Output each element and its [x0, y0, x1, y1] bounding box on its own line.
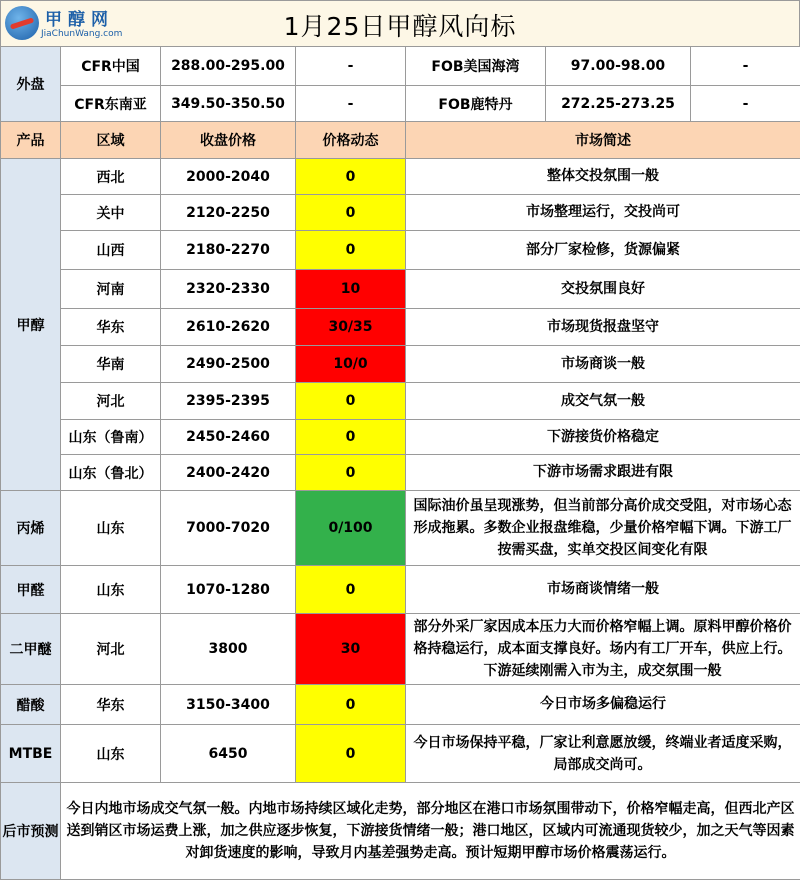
summary-cell: 今日市场保持平稳，厂家让利意愿放缓，终端业者适度采购，局部成交尚可。 — [406, 725, 800, 783]
trend-cell: 0 — [296, 725, 406, 783]
summary-cell: 部分外采厂家因成本压力大而价格窄幅上调。原料甲醇价格价格持稳运行，成本面支撑良好。场内有工厂开车，供应上行。下游延续刚需入市为主，成交氛围一般 — [406, 614, 800, 685]
region-cell: 华南 — [61, 346, 161, 383]
table-row — [1, 614, 800, 685]
table-row — [1, 309, 800, 346]
price-cell: 1070-1280 — [161, 566, 296, 614]
region-cell: 西北 — [61, 159, 161, 195]
price-cell: 2450-2460 — [161, 420, 296, 455]
summary-cell: 交投氛围良好 — [406, 270, 800, 309]
region-cell: 河北 — [61, 614, 161, 685]
price-cell: 3800 — [161, 614, 296, 685]
trend-cell: 0 — [296, 566, 406, 614]
external-name-cell: FOB美国海湾 — [406, 47, 546, 86]
region-cell: 山西 — [61, 231, 161, 270]
external-price-cell: 288.00-295.00 — [161, 47, 296, 86]
trend-cell: 10/0 — [296, 346, 406, 383]
table-row — [1, 491, 800, 566]
table-row — [1, 383, 800, 420]
region-cell: 山东 — [61, 566, 161, 614]
column-header-region: 区域 — [61, 122, 161, 159]
external-row — [1, 86, 800, 122]
table-row — [1, 270, 800, 309]
summary-cell: 下游市场需求跟进有限 — [406, 455, 800, 491]
price-cell: 7000-7020 — [161, 491, 296, 566]
product-cell: 甲醇 — [1, 159, 61, 491]
trend-cell: 0 — [296, 420, 406, 455]
price-cell: 6450 — [161, 725, 296, 783]
external-market-label: 外盘 — [1, 47, 61, 122]
region-cell: 华东 — [61, 685, 161, 725]
trend-cell: 0 — [296, 383, 406, 420]
trend-cell: 0 — [296, 231, 406, 270]
table-row — [1, 346, 800, 383]
summary-cell: 今日市场多偏稳运行 — [406, 685, 800, 725]
trend-cell: 30 — [296, 614, 406, 685]
summary-cell: 市场现货报盘坚守 — [406, 309, 800, 346]
external-change-cell: - — [296, 86, 406, 122]
logo-chinese-name: 甲醇网 — [45, 10, 114, 30]
region-cell: 山东（鲁北） — [61, 455, 161, 491]
table-row — [1, 455, 800, 491]
region-cell: 山东 — [61, 491, 161, 566]
forecast-row — [1, 783, 800, 880]
region-cell: 山东 — [61, 725, 161, 783]
table-row — [1, 566, 800, 614]
price-cell: 2400-2420 — [161, 455, 296, 491]
table-row — [1, 195, 800, 231]
price-cell: 2395-2395 — [161, 383, 296, 420]
summary-cell: 市场商谈情绪一般 — [406, 566, 800, 614]
column-header-trend: 价格动态 — [296, 122, 406, 159]
table-row — [1, 685, 800, 725]
logo-domain: JiaChunWang.com — [41, 29, 123, 39]
price-cell: 2000-2040 — [161, 159, 296, 195]
product-cell: 丙烯 — [1, 491, 61, 566]
summary-cell: 市场整理运行，交投尚可 — [406, 195, 800, 231]
external-price-cell: 349.50-350.50 — [161, 86, 296, 122]
column-header-product: 产品 — [1, 122, 61, 159]
price-table — [0, 46, 800, 880]
table-row — [1, 725, 800, 783]
table-row — [1, 231, 800, 270]
external-change-cell: - — [296, 47, 406, 86]
trend-cell: 10 — [296, 270, 406, 309]
forecast-text: 今日内地市场成交气氛一般。内地市场持续区域化走势，部分地区在港口市场氛围带动下，价格窄幅走高，但西北产区送到销区市场运费上涨，加之供应逐步恢复，下游接货情绪一般；港口地区，区域内可流通现货较少，加之天气等因素对卸货速度的影响，导致月内基差强势走高。预计短期甲醇市场价格震荡运行。 — [61, 783, 800, 880]
product-cell: 二甲醚 — [1, 614, 61, 685]
trend-cell: 0 — [296, 195, 406, 231]
column-header-row — [1, 122, 800, 159]
title-bar — [0, 0, 800, 47]
trend-cell: 0/100 — [296, 491, 406, 566]
price-cell: 2120-2250 — [161, 195, 296, 231]
external-price-cell: 97.00-98.00 — [546, 47, 691, 86]
region-cell: 山东（鲁南） — [61, 420, 161, 455]
summary-cell: 整体交投氛围一般 — [406, 159, 800, 195]
price-cell: 2610-2620 — [161, 309, 296, 346]
region-cell: 关中 — [61, 195, 161, 231]
external-name-cell: CFR东南亚 — [61, 86, 161, 122]
table-row — [1, 159, 800, 195]
summary-cell: 部分厂家检修，货源偏紧 — [406, 231, 800, 270]
region-cell: 河北 — [61, 383, 161, 420]
price-cell: 3150-3400 — [161, 685, 296, 725]
column-header-summary: 市场简述 — [406, 122, 800, 159]
column-header-price: 收盘价格 — [161, 122, 296, 159]
summary-cell: 成交气氛一般 — [406, 383, 800, 420]
trend-cell: 0 — [296, 159, 406, 195]
external-price-cell: 272.25-273.25 — [546, 86, 691, 122]
product-cell: 醋酸 — [1, 685, 61, 725]
product-cell: MTBE — [1, 725, 61, 783]
summary-cell: 下游接货价格稳定 — [406, 420, 800, 455]
product-cell: 甲醛 — [1, 566, 61, 614]
external-change-cell: - — [691, 47, 800, 86]
price-cell: 2180-2270 — [161, 231, 296, 270]
price-cell: 2320-2330 — [161, 270, 296, 309]
trend-cell: 0 — [296, 455, 406, 491]
external-change-cell: - — [691, 86, 800, 122]
external-name-cell: CFR中国 — [61, 47, 161, 86]
table-row — [1, 420, 800, 455]
external-row — [1, 47, 800, 86]
price-cell: 2490-2500 — [161, 346, 296, 383]
summary-cell: 国际油价虽呈现涨势，但当前部分高价成交受阻，对市场心态形成拖累。多数企业报盘维稳，少量价格窄幅下调。下游工厂按需买盘，实单交投区间变化有限 — [406, 491, 800, 566]
summary-cell: 市场商谈一般 — [406, 346, 800, 383]
region-cell: 华东 — [61, 309, 161, 346]
trend-cell: 0 — [296, 685, 406, 725]
page-title: 1月25日甲醇风向标 — [283, 12, 517, 41]
region-cell: 河南 — [61, 270, 161, 309]
trend-cell: 30/35 — [296, 309, 406, 346]
forecast-label: 后市预测 — [1, 783, 61, 880]
external-name-cell: FOB鹿特丹 — [406, 86, 546, 122]
